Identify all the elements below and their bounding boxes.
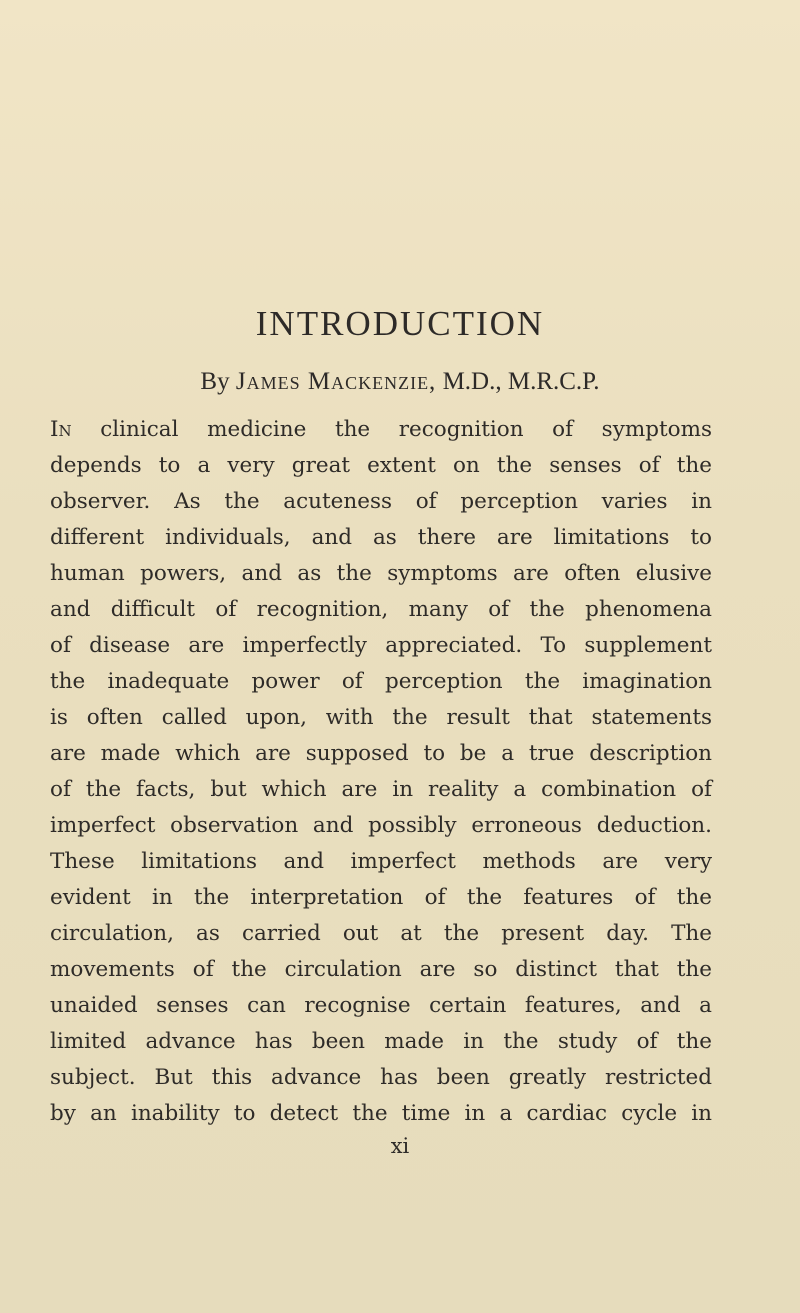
text-line: evident in the interpretation of the features of the bbox=[50, 885, 712, 910]
text-line: These limitations and imperfect methods are very bbox=[50, 849, 712, 874]
body-paragraph bbox=[50, 412, 712, 1132]
text-line: depends to a very great extent on the senses of the bbox=[50, 453, 712, 478]
text-line: limited advance has been made in the study of the bbox=[50, 1029, 712, 1054]
text-line bbox=[50, 412, 712, 448]
byline-credentials: M.D., M.R.C.P. bbox=[442, 368, 600, 395]
text-line: are made which are supposed to be a true description bbox=[50, 741, 712, 766]
lead-word: In bbox=[50, 417, 72, 442]
page-title: INTRODUCTION bbox=[255, 304, 545, 343]
text-line: is often called upon, with the result that statements bbox=[50, 705, 712, 730]
text-line: human powers, and as the symptoms are often elusive bbox=[50, 561, 712, 586]
text-line: observer. As the acuteness of perception varies in bbox=[50, 489, 712, 514]
text-line: of the facts, but which are in reality a combination of bbox=[50, 777, 712, 802]
text-line: the inadequate power of perception the imagination bbox=[50, 669, 712, 694]
author-byline bbox=[0, 368, 800, 396]
page-number: xi bbox=[390, 1134, 410, 1158]
byline-author: James Mackenzie, bbox=[235, 368, 437, 395]
first-line-text: clinical medicine the recognition of symptoms bbox=[100, 417, 712, 442]
text-line: of disease are imperfectly appreciated. To supplement bbox=[50, 633, 712, 658]
text-line: by an inability to detect the time in a cardiac cycle in bbox=[50, 1101, 712, 1126]
text-line: and difficult of recognition, many of the phenomena bbox=[50, 597, 712, 622]
text-line: different individuals, and as there are limitations to bbox=[50, 525, 712, 550]
byline-prefix: By bbox=[200, 368, 230, 395]
text-line: unaided senses can recognise certain features, and a bbox=[50, 993, 712, 1018]
text-line: circulation, as carried out at the present day. The bbox=[50, 921, 712, 946]
text-line: imperfect observation and possibly erroneous deduction. bbox=[50, 813, 712, 838]
text-line: subject. But this advance has been greatly restricted bbox=[50, 1065, 712, 1090]
text-line: movements of the circulation are so distinct that the bbox=[50, 957, 712, 982]
